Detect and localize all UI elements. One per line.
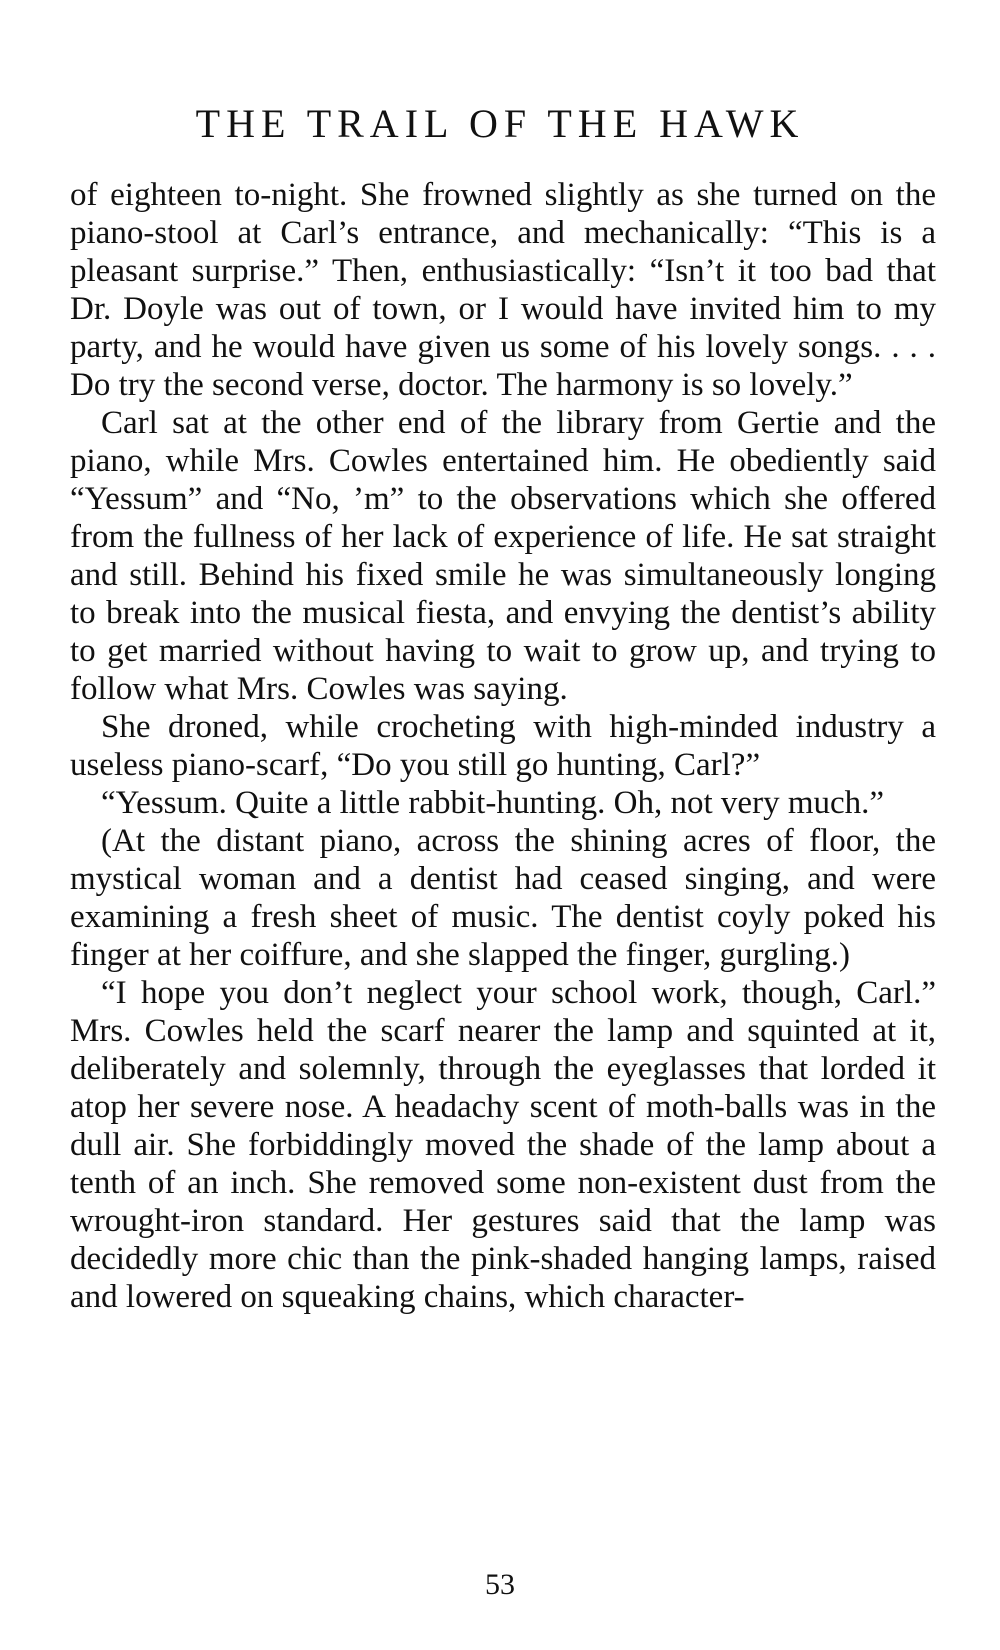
body-text	[70, 176, 936, 1316]
running-head: THE TRAIL OF THE HAWK	[195, 101, 805, 146]
paragraph: “I hope you don’t neglect your school work, though, Carl.” Mrs. Cowles held the scarf nearer the lamp and squinted at it, deliberately and solemnly, through the eyeglasses that lorded it atop her severe nose. A headachy scent of moth-balls was in the dull air. She forbiddingly moved the shade of the lamp about a tenth of an inch. She removed some non-existent dust from the wrought-iron standard. Her gestures said that the lamp was decidedly more chic than the pink-shaded hanging lamps, raised and lowered on squeaking chains, which character-	[70, 975, 936, 1315]
paragraph: “Yessum. Quite a little rabbit-hunting. Oh, not very much.”	[101, 785, 885, 821]
paragraph: She droned, while crocheting with high-minded industry a useless piano-scarf, “Do you still go hunting, Carl?”	[70, 709, 936, 783]
page-number: 53	[485, 1568, 515, 1601]
paragraph: (At the distant piano, across the shining acres of floor, the mystical woman and a dentist had ceased singing, and were examining a fresh sheet of music. The dentist coyly poked his finger at her coiffure, and she slapped the finger, gurgling.)	[70, 823, 936, 973]
paragraph: Carl sat at the other end of the library from Gertie and the piano, while Mrs. Cowles entertained him. He obediently said “Yessum” and “No, ’m” to the observations which she offered from the fullness of her lack of experience of life. He sat straight and still. Behind his fixed smile he was simultaneously longing to break into the musical fiesta, and envying the dentist’s ability to get married without having to wait to grow up, and trying to follow what Mrs. Cowles was saying.	[70, 405, 936, 707]
paragraph-continued: of eighteen to-night. She frowned slightly as she turned on the piano-stool at Carl’s entrance, and mechanically: “This is a pleasant surprise.” Then, enthusiastically: “Isn’t it too bad that Dr. Doyle was out of town, or I would have invited him to my party, and he would have given us some of his lovely songs. . . . Do try the second verse, doctor. The harmony is so lovely.”	[70, 177, 936, 403]
